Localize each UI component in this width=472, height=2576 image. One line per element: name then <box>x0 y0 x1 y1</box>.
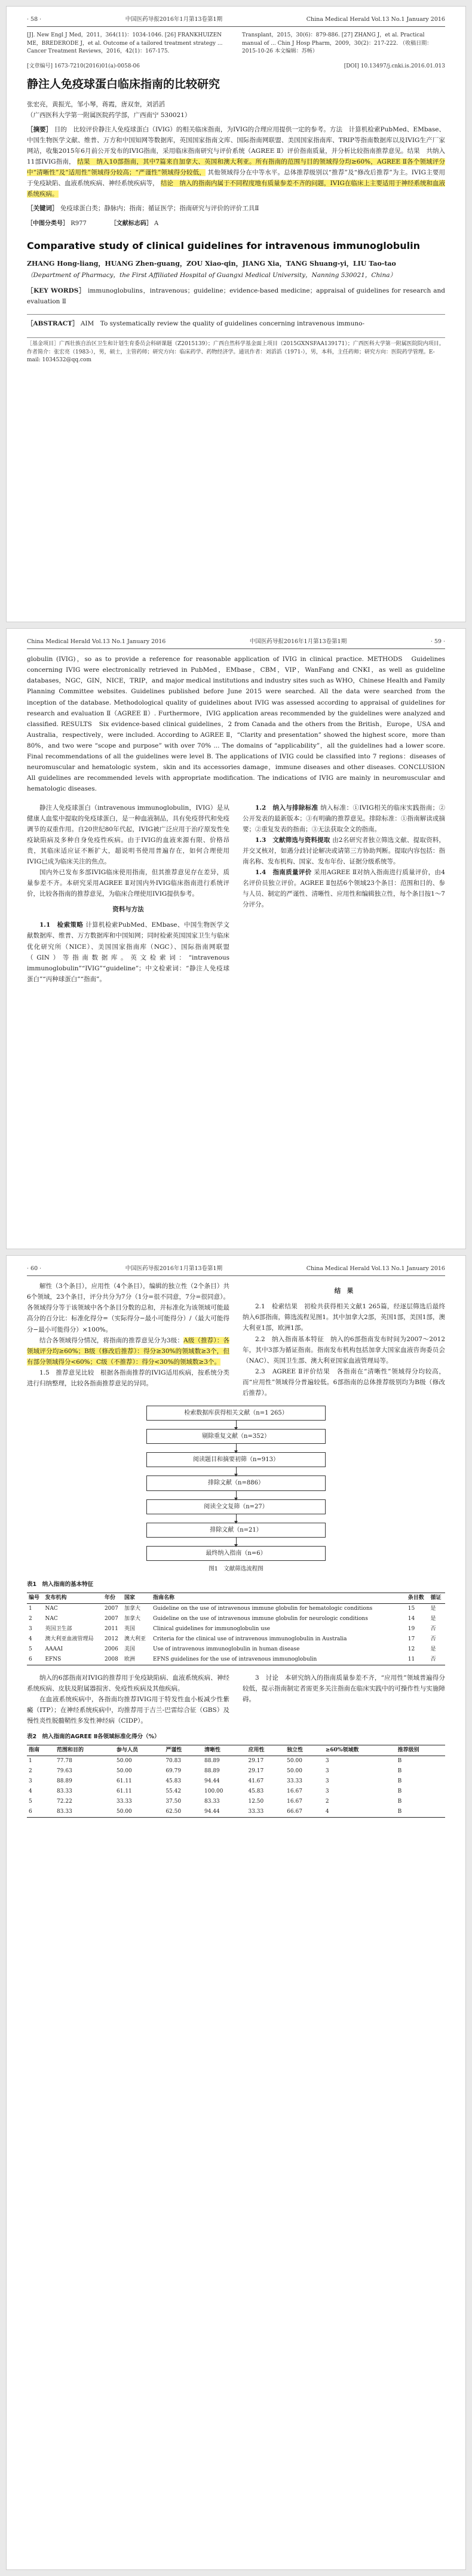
methods-appraisal: 采用AGREE Ⅱ对纳入指南进行质量评价，由4名评价员独立评价。AGREE Ⅱ包括6个领域23个条目：范围和目的、参与人员、制定的严谨性、清晰性、应用性和编辑独立性，每个条目按1～7分评分。 <box>243 869 445 909</box>
table-1-header-cell: 条目数 <box>406 1593 429 1603</box>
table-2-header-cell: 推荐级别 <box>396 1745 445 1756</box>
journal-name-en: China Medical Herald Vol.13 No.1 January 2016 <box>306 16 445 23</box>
flow-step-3: 阅读题目和摘要初筛（n=913） <box>146 1452 326 1467</box>
table-2-cell: 29.17 <box>248 1757 264 1764</box>
results-diseases: 在血液系统疾病中，各指南均推荐IVIG用于特发性血小板减少性紫癜（ITP）；在神经系统疾病中，均推荐用于吉兰-巴雷综合征（GBS）及慢性炎性脱髓鞘性多发性神经病（CIDP）。 <box>27 1696 229 1725</box>
table-2-cell: 50.00 <box>117 1757 132 1764</box>
article-identifiers <box>27 62 445 71</box>
table-1-row <box>27 1634 445 1644</box>
abstract-label: ［摘要］ <box>27 126 53 134</box>
abstract-highlight-conclusion: 结论 纳入的指南内属于不同程度地有质量参差不齐的问题，IVIG在临床上主要适用于神经系统和血液系统疾病。 <box>27 180 445 198</box>
table-2-cell: 70.83 <box>165 1757 182 1764</box>
grading-criteria-highlight: A级（推荐）：各领域评分均≥60%；B级（修改后推荐）：得分≥30%的领域数≥3个，但有部分领域得分<60%；C级（不推荐）：得分<30%的领域数≥3个。 <box>27 1336 229 1366</box>
journal-name: 中国医药导报2016年1月第13卷第1期 <box>125 1265 223 1272</box>
table-2-cell: 50.00 <box>117 1767 132 1774</box>
table-2-cell: 55.42 <box>165 1788 182 1794</box>
table-1-cell: 1 <box>29 1605 32 1612</box>
table-1-cell: 是 <box>430 1646 436 1652</box>
article-number: [文章编号] 1673-7210(2016)01(a)-0058-06 <box>27 63 140 69</box>
reference-list <box>27 32 445 56</box>
table-2-cell: 16.67 <box>287 1788 302 1794</box>
keywords-en <box>27 285 445 307</box>
table-1-cell: 6 <box>27 1655 43 1665</box>
flow-step-6: 排除文献（n=21） <box>146 1523 326 1538</box>
table-1-cell: 是 <box>430 1615 436 1622</box>
methods-comparison: 1.5 推荐意见比较 根据各指南推荐的IVIG适用疾病，按系统分类进行归纳整理，比较各指南推荐意见的异同。 <box>27 1369 229 1387</box>
table-1-cell: 澳大利亚血液管理局 <box>45 1636 94 1642</box>
table-1-header-cell: 循证 <box>428 1593 445 1603</box>
table-2-row <box>27 1766 445 1776</box>
table-2-row <box>27 1756 445 1766</box>
table-1-cell: 5 <box>29 1646 32 1652</box>
table-2-cell: 33.33 <box>287 1778 302 1784</box>
table-2-cell: 88.89 <box>57 1778 72 1784</box>
table-1-cell: 英国 <box>124 1625 135 1632</box>
table-1-cell: 2012 <box>104 1636 118 1642</box>
page-58 <box>6 6 466 622</box>
table-1-row <box>27 1624 445 1634</box>
table-1-cell: Guideline on the use of intravenous immune globulin for hematologic conditions <box>153 1605 373 1612</box>
table-2-cell: 72.22 <box>57 1798 72 1805</box>
doc-code-label: ［文献标志码］ <box>110 220 152 228</box>
table-1-cell: Guideline on the use of intravenous immune globulin for neurologic conditions <box>153 1615 368 1622</box>
table-2-cell: B <box>397 1767 402 1774</box>
table-2-cell: 12.50 <box>248 1798 264 1805</box>
table-2-cell: 77.78 <box>57 1757 72 1764</box>
table-2-cell: 37.50 <box>165 1798 182 1805</box>
article-title: 静注人免疫球蛋白临床指南的比较研究 <box>27 78 220 91</box>
table-2-cell: 94.44 <box>204 1778 220 1784</box>
intro-paragraph-1: 静注人免疫球蛋白（intravenous immunoglobulin，IVIG）是从健康人血浆中提取的免疫球蛋白，是一种血液制品，具有免疫替代和免疫调节的双重作用。自20世纪80年代起，IVIG被广泛应用于治疗原发性免疫缺陷病及多种自身免疫性疾病。由于IVIG的血液来源有限、价格昂贵，其临床适应证不断扩大，超说明书使用普遍存在，如何合理使用IVIG已成为临床关注的焦点。 <box>27 804 229 866</box>
english-affiliation: （Department of Pharmacy，the First Affiliated Hospital of Guangxi Medical University，Nanning 530021，China） <box>27 272 397 279</box>
table-2 <box>27 1745 445 1818</box>
table-2-cell: 6 <box>27 1807 55 1818</box>
page-60 <box>6 1255 466 2570</box>
table-2-cell: 83.33 <box>55 1807 115 1818</box>
clc-value: R977 <box>71 220 87 228</box>
table-2-cell: 1 <box>29 1757 32 1764</box>
flow-arrow <box>236 1514 237 1523</box>
table-2-header-cell: ≥60%领域数 <box>324 1745 396 1756</box>
table-1-header-cell: 发布机构 <box>43 1593 102 1603</box>
table-1-cell: Criteria for the clinical use of intravenous immunoglobulin in Australia <box>153 1636 347 1642</box>
abstract-en-continued: globulin (IVIG)，so as to provide a reference for reasonable application of IVIG in clinical practice. METHODS Guidelines concerning IVIG were electronically retrieved in PubMed，EMbase，CBM，VIP，WanFang and CNKI，as well as guideline databases，NGC，GIN，NICE，TRIP，and major medical institutions and industry sites such as WHO，Chinese Health and Family Planning Committee websites. Guidelines published before June 2015 were searched. All the data were searched from the inception of the database. Methodological quality of guidelines about IVIG was assessed according to appraisal of guidelines for research and evaluation Ⅱ（AGREE Ⅱ）. Furthermore，IVIG application areas recommended by the guidelines were analyzed and classified. RESULTS Six evidence-based clinical guidelines，2 from Canada and the others from the British，Europe，USA and Australia，respectively，were included. According to AGREE Ⅱ，“Clarity and presentation” showed the highest score，more than 80%，and two were “scope and purpose” with over 70% ... The domains of “applicability”，all the guidelines had a lower score. Final recommendations of all the guidelines were level B. The applications of IVIG could be classified into 7 regions：diseases of neuromuscular and hematologic system，skin and its accessories damage，immune diseases and other diseases. CONCLUSION All guidelines are recommended levels with appropriate modification. The indications of IVIG are mainly in neuromuscular and hematologic diseases. <box>27 656 452 792</box>
table-2-cell: 88.89 <box>204 1757 220 1764</box>
discussion: 3 讨论 本研究纳入的指南质量参差不齐，“应用性”领域普遍得分较低，提示指南制定者需更多关注指南在临床实践中的可操作性与实施障碍。 <box>243 1674 445 1704</box>
grading-intro: 结合各领域得分情况，将指南的推荐意见分为3级： <box>39 1336 184 1344</box>
running-header <box>27 1264 445 1276</box>
authors: 张宏亮，黄振光，邹小琴，蒋霞，唐双奎，刘滔滔 <box>27 100 165 108</box>
keywords-zh <box>27 203 445 214</box>
methods-search: 计算机检索PubMed、EMbase、中国生物医学文献数据库、维普、万方数据库和中国知网；同时检索英国国家卫生与临床优化研究所（NICE）、美国国家指南库（NGC）、国际指南网联盟（GIN）等指南数据库。英文检索词：“intravenous immunoglobulin”“IVIG”“guideline”；中文检索词：“静注人免疫球蛋白”“丙种球蛋白”“指南”。 <box>27 921 229 983</box>
clc-label: ［中图分类号］ <box>27 220 69 228</box>
table-2-cell: 50.00 <box>115 1807 164 1818</box>
table-2-cell: 61.11 <box>117 1778 132 1784</box>
english-title: Comparative study of clinical guidelines for intravenous immunoglobulin <box>27 239 420 251</box>
table-1-cell: 2007 <box>104 1615 118 1622</box>
journal-name: 中国医药导报2016年1月第13卷第1期 <box>125 16 223 23</box>
table-2-row <box>27 1776 445 1787</box>
table-2-cell: 41.67 <box>248 1778 264 1784</box>
table-1-cell: EFNS <box>43 1655 102 1665</box>
table-1-cell: EFNS guidelines for the use of intravenous immunoglobulin <box>151 1655 406 1665</box>
table-2-header-cell: 范围和目的 <box>55 1745 115 1756</box>
flow-step-5: 阅读全文复筛（n=27） <box>146 1499 326 1514</box>
methods-extraction: 由2名研究者独立筛选文献、提取资料，并交叉核对，如遇分歧讨论解决或请第三方协助判断。提取内容包括：指南名称、发布机构、国家、发布年份、证据分级系统等。 <box>243 837 445 866</box>
table-1-cell: 否 <box>428 1655 445 1665</box>
table-2-cell: 3 <box>325 1788 329 1794</box>
subsection-title: 1.4 指南质量评价 <box>255 869 312 877</box>
table-1-cell: 2 <box>29 1615 32 1622</box>
flow-step-2: 剔除重复文献（n=352） <box>146 1429 326 1444</box>
table-2-header-cell: 应用性 <box>246 1745 285 1756</box>
table-2-cell: 3 <box>325 1757 329 1764</box>
table-2-row <box>27 1807 445 1818</box>
table-1-cell: 否 <box>430 1625 436 1632</box>
keywords-label: ［关键词］ <box>27 205 59 213</box>
abstract-en-text: AIM To systematically review the quality of guidelines concerning intravenous immuno- <box>80 320 365 328</box>
table-2-cell: 33.33 <box>246 1807 285 1818</box>
abstract-zh <box>27 124 445 199</box>
table-1-header-cell: 编号 <box>27 1593 43 1603</box>
abstract-text-2: 其他领域得分在中等水平。总体推荐级别以“推荐”及“修改后推荐”为主。IVIG主要用于免疫缺陷、血液系统疾病、神经系统疾病等， <box>27 169 445 187</box>
table-1-cell: 17 <box>407 1636 415 1642</box>
results-recommendations: 纳入的6部指南对IVIG的推荐用于免疫缺陷病、血液系统疾病、神经系统疾病、皮肤及附属器损害、免疫性疾病及其他疾病。 <box>27 1674 229 1693</box>
column-right <box>243 803 445 985</box>
table-2-cell: 83.33 <box>57 1788 72 1794</box>
flow-arrow <box>236 1444 237 1452</box>
table-2-cell: 50.00 <box>287 1757 302 1764</box>
journal-name-en: China Medical Herald Vol.13 No.1 January 2016 <box>27 638 166 645</box>
table-1-cell: 加拿大 <box>124 1615 140 1622</box>
table-1-cell: 2006 <box>104 1646 118 1652</box>
subsection-title: 1.3 文献筛选与资料提取 <box>255 837 330 844</box>
table-2-cell: 61.11 <box>117 1788 132 1794</box>
page-number: · 60 · <box>27 1265 42 1272</box>
keywords-en-text: immunoglobulins，intravenous；guideline；evidence-based medicine；appraisal of guidelines for research and evaluation Ⅱ <box>27 287 445 306</box>
table-2-cell: 3 <box>325 1778 329 1784</box>
running-header <box>27 637 445 649</box>
section-heading-results: 结 果 <box>334 1287 354 1295</box>
page-number: · 59 · <box>430 638 445 645</box>
table-1-cell: 2011 <box>104 1625 118 1632</box>
table-2-header-cell: 独立性 <box>285 1745 324 1756</box>
english-authors: ZHANG Hong-liang，HUANG Zhen-guang，ZOU Xiao-qin，JIANG Xia，TANG Shuang-yi，LIU Tao-tao <box>27 260 396 268</box>
table-2-header-cell: 指南 <box>27 1745 55 1756</box>
table-1-cell: AAAAI <box>45 1646 63 1652</box>
running-header <box>27 15 445 27</box>
keywords-en-label: ［KEY WORDS］ <box>27 287 86 295</box>
table-1-row <box>27 1644 445 1655</box>
page-number: · 58 · <box>27 16 42 23</box>
table-1-cell: 否 <box>430 1636 436 1642</box>
subsection-title: 1.2 纳入与排除标准 <box>255 804 318 811</box>
table-2-cell: 5 <box>29 1798 32 1805</box>
table-2-header-cell: 清晰性 <box>203 1745 246 1756</box>
table-2-cell: 45.83 <box>165 1778 182 1784</box>
table-2-cell: 79.63 <box>57 1767 72 1774</box>
results-characteristics: 2.2 纳入指南基本特征 纳入的6部指南发布时间为2007～2012年，其中3部为循证指南。指南发布机构包括加拿大国家血液咨询委员会（NAC）、英国卫生部、澳大利亚国家血液管理局等。 <box>243 1335 445 1364</box>
table-2-cell: 2 <box>325 1798 329 1805</box>
affiliation: （广西医科大学第一附属医院药学部，广西南宁 530021） <box>27 112 191 119</box>
table-1-cell: 15 <box>407 1605 415 1612</box>
table-2-cell: 3 <box>29 1778 32 1784</box>
abstract-highlight-results: 结果 纳入10部指南，其中7篇来自加拿大、英国和澳大利亚。所有指南的范围与目的领域得分均≥60%，AGREE Ⅱ各个领域评分中“清晰性”及“适用性”领域得分较高；“严谨性”领域得分较低， <box>27 158 445 177</box>
table-2-cell: 50.00 <box>287 1767 302 1774</box>
table-1-cell: 14 <box>407 1615 415 1622</box>
table-1-cell: 11 <box>406 1655 429 1665</box>
table-2-cell: 88.89 <box>204 1767 220 1774</box>
table-2-cell: B <box>397 1798 402 1805</box>
table-2-row <box>27 1797 445 1807</box>
table-1-cell: Use of intravenous immunoglobulin in human disease <box>153 1646 300 1652</box>
table-2-cell: B <box>396 1807 445 1818</box>
journal-name: 中国医药导报2016年1月第13卷第1期 <box>249 638 347 645</box>
table-1-cell: 澳大利亚 <box>124 1636 146 1642</box>
table-2-cell: B <box>397 1778 402 1784</box>
table-1-header-cell: 年份 <box>103 1593 122 1603</box>
abstract-text: 目的 比较评价静注人免疫球蛋白（IVIG）的相关临床指南，为IVIG的合理应用提供一定的参考。方法 计算机检索PubMed、EMbase、中国生物医学文献、维普、万方和中国知网等数据库，英国国家指南文库、国际指南网联盟、美国国家指南库、TRIP等指南数据库以及IVIG生产厂家网站，收集2015年6月前公开发布的IVIG指南，采用临床指南研究与评价系统（AGREE Ⅱ）评价指南质量，并分析比较指南推荐意见。结果 共纳入11部IVIG指南， <box>27 126 446 166</box>
figure-caption: 图1 文献筛选流程图 <box>209 1566 263 1573</box>
methods-criteria: 纳入标准：①IVIG相关的临床实践指南；②公开发表的最新版本；③有明确的推荐意见。排除标准：①指南解读或摘要；②重复发表的指南；③无法获取全文的指南。 <box>243 804 446 834</box>
table-2-cell: 62.50 <box>164 1807 203 1818</box>
intro-paragraph-2: 国内外已发布多部IVIG临床使用指南，但其推荐意见存在差异，质量参差不齐。本研究采用AGREE Ⅱ对国内外IVIG临床指南进行系统评价，比较各指南的推荐意见，为临床合理使用IVIG提供参考。 <box>27 869 229 898</box>
table-2-cell: 4 <box>29 1788 32 1794</box>
table-2-header-cell: 参与人员 <box>115 1745 164 1756</box>
flowchart <box>134 1406 338 1561</box>
table-1-cell: Clinical guidelines for immunoglobulin use <box>153 1625 271 1632</box>
table-2-cell: 2 <box>29 1767 32 1774</box>
abstract-en-label: ［ABSTRACT］ <box>27 320 79 328</box>
column-left <box>27 803 229 985</box>
flow-arrow <box>236 1467 237 1475</box>
results-agree: 2.3 AGREE Ⅱ评价结果 各指南在“清晰性”领域得分均较高，而“应用性”领域得分普遍较低。6部指南的总体推荐级别均为B级（修改后推荐）。 <box>243 1367 445 1397</box>
table-2-row <box>27 1787 445 1797</box>
section-heading-methods: 资料与方法 <box>112 906 144 914</box>
table-1-row <box>27 1614 445 1624</box>
subsection-title: 1.1 检索策略 <box>39 921 84 929</box>
table-2-cell: 4 <box>324 1807 396 1818</box>
table-1-cell: 英国卫生部 <box>45 1625 72 1632</box>
table-1-cell: 2007 <box>104 1605 118 1612</box>
table-2-cell: 83.33 <box>204 1798 220 1805</box>
page-59 <box>6 628 466 1249</box>
table-2-cell: 66.67 <box>285 1807 324 1818</box>
footnote: ［基金项目］广西壮族自治区卫生和计划生育委员会科研课题（Z2015139）；广西自然科学基金面上项目（2015GXNSFAA139171）；广西医科大学第一附属医院院内项目。作者简介：张宏亮（1983-），男，硕士，主管药师；研究方向：临床药学、药物经济学。通讯作者：刘滔滔（1971-），男，本科，主任药师；研究方向：医院药学管理。E-mail: 1034532@qq.com <box>27 337 445 365</box>
table-1-cell: 加拿大 <box>124 1605 140 1612</box>
methods-scoring: 解性（3个条目），应用性（4个条目），编辑的独立性（2个条目）共6个领域，23个条目，评分共分为7分（1分=很不同意，7分=很同意）。各领域得分等于该领域中各个条目分数的总和，并标准化为该领域可能最高分的百分比：标准化得分=（实际得分−最小可能得分）/（最大可能得分−最小可能得分）×100%。 <box>27 1283 229 1333</box>
table-1-cell: 美国 <box>124 1646 135 1652</box>
table-2-cell: 45.83 <box>248 1788 264 1794</box>
table-1-cell: 欧洲 <box>122 1655 151 1665</box>
flow-arrow <box>236 1421 237 1429</box>
table-1-cell: 3 <box>29 1625 32 1632</box>
table-2-cell: B <box>397 1757 402 1764</box>
results-search: 2.1 检索结果 初检共获得相关文献1 265篇，经逐层筛选后最终纳入6部指南，筛选流程见图1。其中加拿大2部，英国1部，美国1部，澳大利亚1部，欧洲1部。 <box>243 1303 445 1332</box>
body-columns <box>27 1281 445 1398</box>
table-1-cell: 2008 <box>103 1655 122 1665</box>
journal-name-en: China Medical Herald Vol.13 No.1 January 2016 <box>306 1265 445 1272</box>
table-2-cell: 16.67 <box>287 1798 302 1805</box>
table-1-cell: 12 <box>407 1646 415 1652</box>
table-1-cell: 19 <box>407 1625 415 1632</box>
table-1 <box>27 1593 445 1665</box>
references-left: [J]. New Engl J Med，2011，364(11)：1034-1046. [26] FRANKHUIZEN ME，BREDERODE J，et al. Outcome of a tailored treatment strategy ... Cancer Treatment Reviews，2016，42(1)：167-175. <box>27 32 223 55</box>
column-left <box>27 1281 229 1398</box>
table-2-cell: 3 <box>325 1767 329 1774</box>
table-1-row <box>27 1603 445 1614</box>
flow-step-1: 检索数据库获得相关文献（n=1 265） <box>146 1406 326 1421</box>
table-2-cell: 29.17 <box>248 1767 264 1774</box>
table-1-row <box>27 1655 445 1665</box>
body-columns <box>27 803 445 985</box>
flow-step-4: 排除文献（n=886） <box>146 1475 326 1490</box>
table-1-header-cell: 指南名称 <box>151 1593 406 1603</box>
doc-code-value: A <box>154 220 159 228</box>
table-2-caption: 表2 纳入指南的AGREE Ⅱ各领域标准化得分（%） <box>27 1733 160 1741</box>
keywords-text: 免疫球蛋白类；静脉内；指南；循证医学；指南研究与评价的评价工具Ⅱ <box>60 205 259 213</box>
doi: [DOI] 10.13497/j.cnki.is.2016.01.013 <box>344 63 445 69</box>
table-1-caption: 表1 纳入指南的基本特征 <box>27 1581 94 1588</box>
table-2-cell: 94.44 <box>203 1807 246 1818</box>
column-right <box>243 1281 445 1398</box>
flow-step-7: 最终纳入指南（n=6） <box>146 1546 326 1561</box>
table-1-cell: NAC <box>45 1605 58 1612</box>
column-left <box>27 1673 229 1726</box>
table-2-header-cell: 严谨性 <box>164 1745 203 1756</box>
column-right <box>243 1673 445 1726</box>
body-columns-2 <box>27 1673 445 1726</box>
table-2-cell: 33.33 <box>117 1798 132 1805</box>
table-2-cell: B <box>397 1788 402 1794</box>
flow-arrow <box>236 1538 237 1546</box>
flow-arrow <box>236 1491 237 1499</box>
references-right: Transplant，2015，30(6)：879-886. [27] ZHANG J，et al. Practical manual of ... Chin J Hosp Pharm，2009，30(2)：217-222. （收稿日期：2015-10-26 本文编辑：苏畅） <box>242 32 433 55</box>
classification <box>27 219 445 229</box>
table-1-header-cell: 国家 <box>122 1593 151 1603</box>
table-1-cell: NAC <box>45 1615 58 1622</box>
table-2-cell: 100.00 <box>204 1788 223 1794</box>
abstract-en <box>27 314 445 329</box>
table-1-cell: 4 <box>29 1636 32 1642</box>
table-1-cell: 是 <box>430 1605 436 1612</box>
table-2-cell: 69.79 <box>165 1767 182 1774</box>
